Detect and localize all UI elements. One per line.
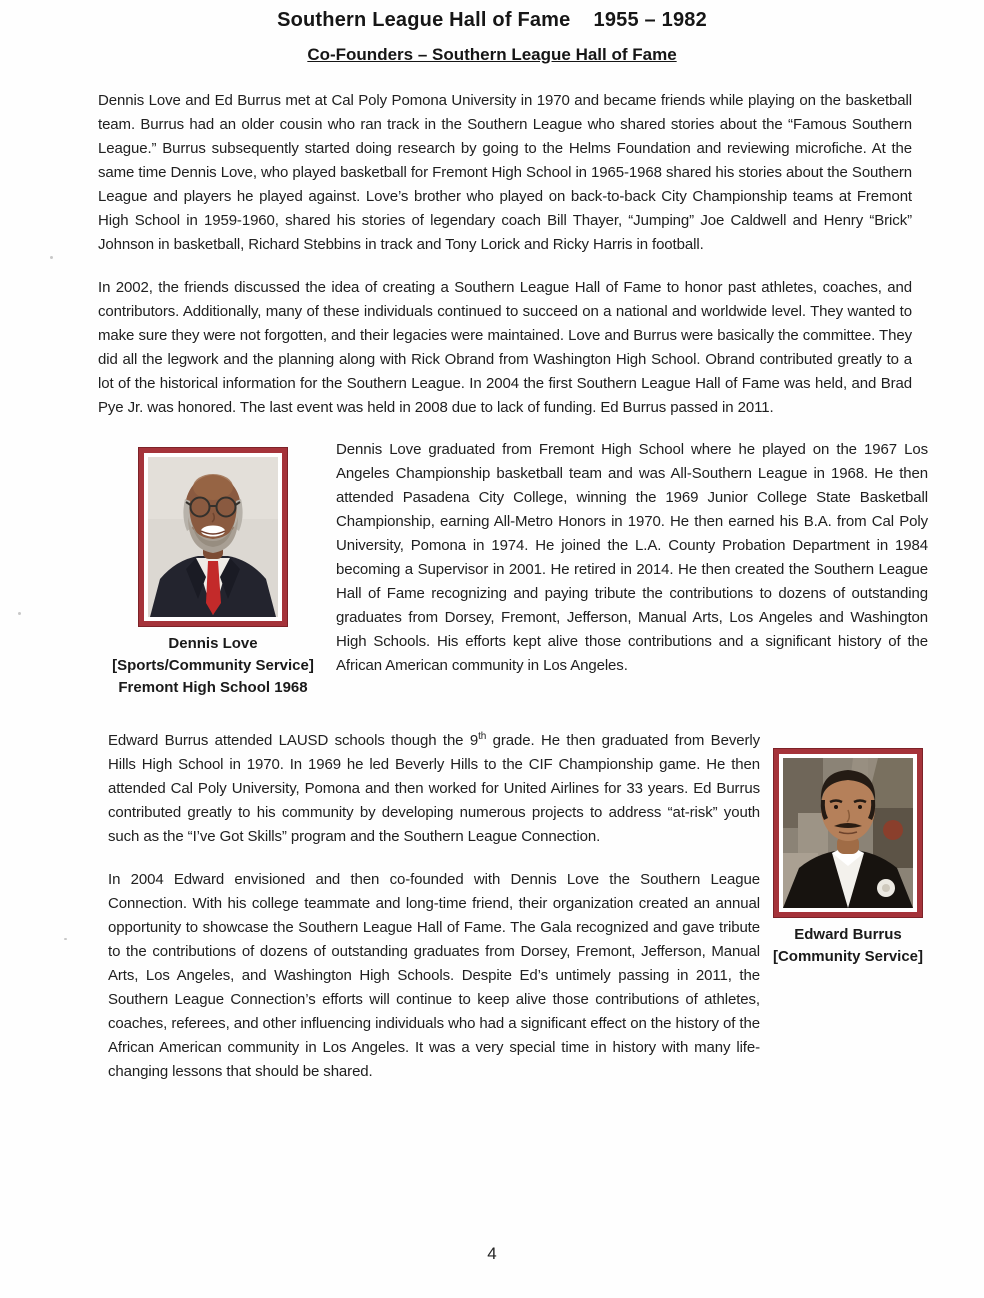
edward-burrus-bio-text-end: grade. He then graduated from Beverly Hills High School in 1970. In 1969 he led Beverly Hills to the CIF Championship game. He then attended Cal Poly University, Pomona and then worked for United Airlines for 33 years. Ed Burrus contributed greatly to his community by developing numerous projects to address “at-risk” youth such as the “I’ve Got Skills” program and the Southern League Connection. [108, 732, 761, 845]
edward-burrus-caption-name: Edward Burrus [794, 926, 902, 943]
intro-paragraph-2: In 2002, the friends discussed the idea of creating a Southern League Hall of Fame to honor past athletes, coaches, and contributors. Additionally, many of these individuals continued to succeed on a national and worldwide level. They wanted to make sure they were not forgotten, and their legacies were maintained. Love and Burrus were basically the committee. They did all the legwork and the planning along with Rick Obrand from Washington High School. Obrand contributed greatly to a lot of the historical information for the Southern League. In 2004 the first Southern League Hall of Fame was held, and Brad Pye Jr. was honored. The last event was held in 2008 due to lack of funding. Ed Burrus passed in 2011. [98, 279, 912, 416]
dennis-love-photo-frame [139, 448, 287, 626]
dennis-love-portrait-photo [148, 457, 278, 617]
edward-burrus-caption [765, 924, 931, 968]
dennis-love-photo-column [98, 442, 328, 699]
edward-burrus-caption-role: [Community Service] [772, 948, 924, 965]
scan-speck [50, 256, 53, 259]
edward-burrus-paragraph-2: In 2004 Edward envisioned and then co-founded with Dennis Love the Southern League Connection. With his college teammate and long-time friend, their organization created an annual opportunity to showcase the Southern League Hall of Fame. The Gala recognized and gave tribute to the contributions of dozens of outstanding graduates from Dorsey, Fremont, Jefferson, Manual Arts, Los Angeles, and Washington High Schools. Despite Ed’s untimely passing in 2011, the Southern League Connection’s efforts will continue to keep alive those contributions of athletes, coaches, referees, and other influencing individuals who had a significant effect on the history of the African American community in Los Angeles. It was a very special time in history with many life-changing lessons that should be shared. [108, 871, 760, 1080]
dennis-love-caption-name: Dennis Love [168, 635, 258, 652]
edward-burrus-bio-text-start: Edward Burrus attended LAUSD schools though the 9 [108, 732, 479, 749]
scan-speck [18, 612, 21, 615]
intro-paragraph-1: Dennis Love and Ed Burrus met at Cal Poly Pomona University in 1970 and became friends while playing on the basketball team. Burrus had an older cousin who ran track in the Southern League who shared stories about the “Famous Southern League.” Burrus subsequently started doing research by going to the Helms Foundation and reviewing microfiche. At the same time Dennis Love, who played basketball for Fremont High School in 1965-1968 shared his stories about the Southern League and players he played against. Love’s brother who played on back-to-back City Championship teams at Fremont High School in 1959-1960, shared his stories of legendary coach Bill Thayer, “Jumping” Joe Caldwell and Henry “Brick” Johnson in basketball, Richard Stebbins in track and Tony Lorick and Ricky Harris in football. [98, 92, 912, 253]
edward-burrus-portrait-photo [783, 758, 913, 908]
edward-burrus-bio-paragraph [108, 729, 760, 849]
edward-burrus-section [108, 729, 931, 1084]
scan-speck [64, 938, 67, 940]
page-title: Southern League Hall of Fame 1955 – 1982 [277, 9, 707, 31]
edward-burrus-photo-column [765, 749, 931, 968]
dennis-love-section [98, 442, 928, 699]
edward-burrus-photo-frame [774, 749, 922, 917]
page-number: 4 [487, 1244, 497, 1263]
ordinal-superscript: th [478, 731, 487, 742]
dennis-love-caption-school: Fremont High School 1968 [118, 679, 308, 696]
page-subtitle: Co-Founders – Southern League Hall of Fame [307, 45, 677, 64]
dennis-love-bio-paragraph: Dennis Love graduated from Fremont High School where he played on the 1967 Los Angeles Championship basketball team and was All-Southern League in 1968. He then attended Pasadena City College, winning the 1969 Junior College State Basketball Championship, earning All-Metro Honors in 1970. He then earned his B.A. from Cal Poly University, Pomona in 1974. He joined the L.A. County Probation Department in 1984 becoming a Supervisor in 2001. He retired in 2014. He then created the Southern League Hall of Fame recognizing and paying tribute the contributions to dozens of outstanding graduates from Dorsey, Fremont, Jefferson, Manual Arts, Los Angeles and Washington High Schools. His efforts kept alive those contributions and a significant history of the African American community in Los Angeles. [336, 441, 928, 674]
dennis-love-caption-role: [Sports/Community Service] [112, 657, 314, 674]
edward-burrus-text-column [108, 729, 760, 1084]
dennis-love-caption [98, 633, 328, 699]
